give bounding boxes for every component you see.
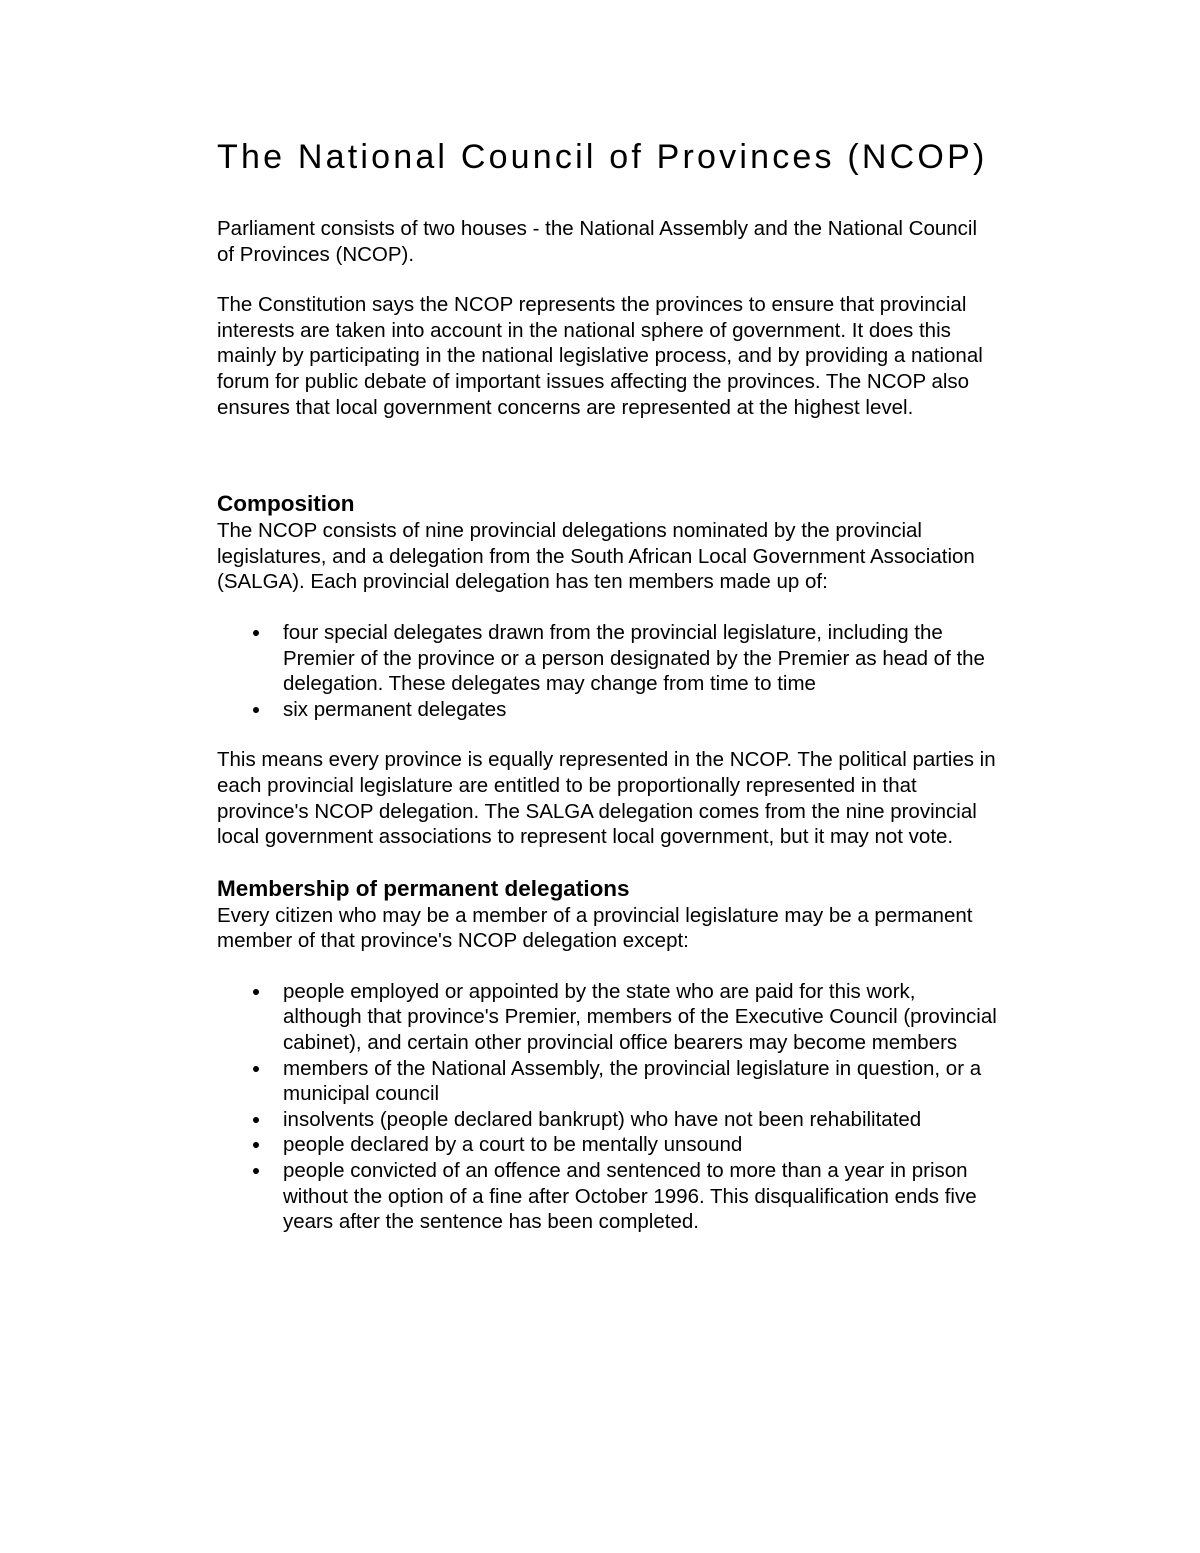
bullet-icon — [253, 630, 259, 636]
list-item-text: insolvents (people declared bankrupt) who have not been rehabilitated — [283, 1107, 922, 1131]
bullet-icon — [253, 1066, 259, 1072]
spacer — [217, 850, 997, 875]
membership-heading: Membership of permanent delegations — [217, 875, 630, 901]
intro-paragraph-2: The Constitution says the NCOP represents the provinces to ensure that provincial interests are taken into account in the national sphere of government. It does this mainly by participating in the national legislative process, and by providing a national forum for public debate of important issues affecting the provinces. The NCOP also ensures that local government concerns are represented at the highest level. — [217, 293, 983, 419]
bullet-icon — [253, 989, 259, 995]
bullet-icon — [253, 1117, 259, 1123]
composition-closing-paragraph: This means every province is equally represented in the NCOP. The political parties in each provincial legislature are entitled to be proportionally represented in that province's NCOP delegation. The SALGA delegation comes from the nine provincial local government associations to represent local government, but it may not vote. — [217, 748, 996, 849]
document-page — [217, 138, 997, 1235]
intro-paragraph-1: Parliament consists of two houses - the National Assembly and the National Council of Provinces (NCOP). — [217, 217, 978, 266]
bullet-icon — [253, 707, 259, 713]
list-item — [217, 697, 997, 723]
list-item — [217, 1107, 997, 1133]
list-item-text: six permanent delegates — [283, 697, 507, 721]
spacer — [217, 267, 997, 292]
spacer — [217, 954, 997, 979]
list-item-text: people convicted of an offence and sentenced to more than a year in prison without the option of a fine after October 1996. This disqualification ends five years after the sentence has been completed. — [283, 1159, 977, 1234]
composition-paragraph: The NCOP consists of nine provincial delegations nominated by the provincial legislatures, and a delegation from the South African Local Government Association (SALGA). Each provincial delegation has ten members made up of: — [217, 519, 975, 594]
composition-heading: Composition — [217, 491, 355, 517]
spacer — [217, 595, 997, 620]
bullet-icon — [253, 1142, 259, 1148]
composition-list — [217, 620, 997, 722]
spacer — [217, 722, 997, 747]
spacer — [217, 420, 997, 490]
list-item — [217, 620, 997, 697]
list-item-text: four special delegates drawn from the provincial legislature, including the Premier of the province or a person designated by the Premier as head of the delegation. These delegates may change from time to time — [283, 620, 985, 696]
list-item-text: members of the National Assembly, the provincial legislature in question, or a municipal council — [283, 1056, 982, 1106]
membership-paragraph: Every citizen who may be a member of a provincial legislature may be a permanent member of that province's NCOP delegation except: — [217, 903, 973, 953]
list-item-text: people declared by a court to be mentally unsound — [283, 1133, 743, 1157]
membership-exceptions-list — [217, 979, 997, 1235]
bullet-icon — [253, 1168, 259, 1174]
list-item — [217, 979, 997, 1056]
list-item — [217, 1132, 997, 1158]
list-item — [217, 1158, 997, 1235]
document-title: The National Council of Provinces (NCOP) — [217, 138, 988, 176]
list-item — [217, 1056, 997, 1107]
list-item-text: people employed or appointed by the state who are paid for this work, although that province's Premier, members of the Executive Council (provincial cabinet), and certain other provincial office bearers may become members — [283, 979, 997, 1055]
